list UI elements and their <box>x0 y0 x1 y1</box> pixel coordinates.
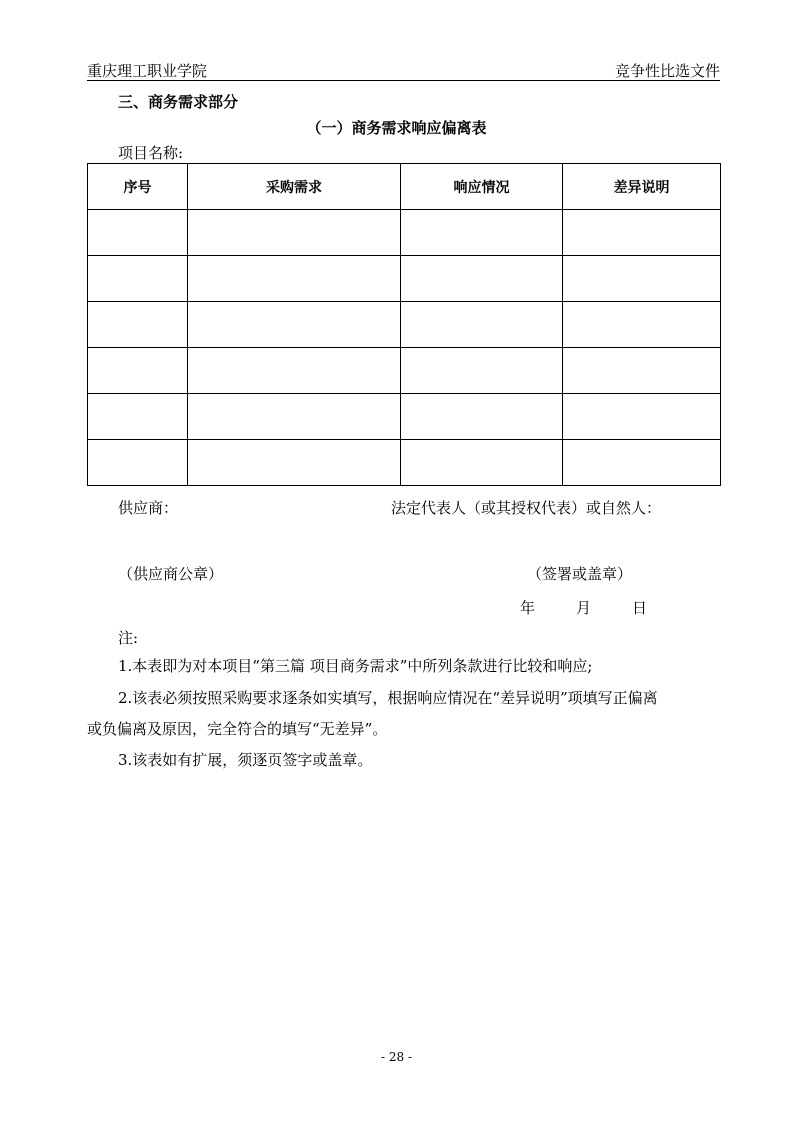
header-divider <box>87 80 720 81</box>
deviation-table <box>87 163 721 486</box>
col-header-index: 序号 <box>88 164 188 210</box>
table-cell[interactable] <box>563 394 721 440</box>
table-cell[interactable] <box>401 394 563 440</box>
table-cell[interactable] <box>188 440 401 486</box>
table-cell[interactable] <box>563 348 721 394</box>
table-cell[interactable] <box>188 302 401 348</box>
table-cell[interactable] <box>88 302 188 348</box>
table-cell[interactable] <box>563 440 721 486</box>
table-row <box>88 210 721 256</box>
table-header-row <box>88 164 721 210</box>
table-cell[interactable] <box>88 440 188 486</box>
date-month-label: 月 <box>576 599 592 617</box>
table-cell[interactable] <box>401 256 563 302</box>
table-row <box>88 302 721 348</box>
table-cell[interactable] <box>88 348 188 394</box>
table-cell[interactable] <box>88 210 188 256</box>
table-cell[interactable] <box>563 210 721 256</box>
note-item-2-line-2: 或负偏离及原因，完全符合的填写“无差异”。 <box>87 720 388 738</box>
table-cell[interactable] <box>563 256 721 302</box>
table-cell[interactable] <box>188 394 401 440</box>
date-day-label: 日 <box>632 599 648 617</box>
table-cell[interactable] <box>401 440 563 486</box>
note-item-3: 3.该表如有扩展，须逐页签字或盖章。 <box>118 751 373 769</box>
section-title: 三、商务需求部分 <box>118 93 239 111</box>
table-cell[interactable] <box>88 256 188 302</box>
table-cell[interactable] <box>188 256 401 302</box>
col-header-difference: 差异说明 <box>563 164 721 210</box>
table-cell[interactable] <box>401 210 563 256</box>
supplier-label: 供应商： <box>118 499 179 517</box>
table-row <box>88 440 721 486</box>
table-cell[interactable] <box>563 302 721 348</box>
legal-rep-label: 法定代表人（或其授权代表）或自然人： <box>391 499 662 517</box>
col-header-response: 响应情况 <box>401 164 563 210</box>
table-cell[interactable] <box>188 210 401 256</box>
page-number: - 28 - <box>380 1050 412 1064</box>
table-row <box>88 394 721 440</box>
date-year-label: 年 <box>520 599 536 617</box>
sign-or-seal-label: （签署或盖章） <box>527 565 633 583</box>
note-item-1: 1.本表即为对本项目“第三篇 项目商务需求”中所列条款进行比较和响应; <box>118 657 593 675</box>
table-cell[interactable] <box>401 348 563 394</box>
table-row <box>88 256 721 302</box>
supplier-seal-label: （供应商公章） <box>118 565 224 583</box>
table-cell[interactable] <box>88 394 188 440</box>
project-name-label: 项目名称: <box>118 144 184 162</box>
col-header-requirement: 采购需求 <box>188 164 401 210</box>
header-org-name: 重庆理工职业学院 <box>87 62 208 80</box>
table-cell[interactable] <box>188 348 401 394</box>
table-cell[interactable] <box>401 302 563 348</box>
table-title: （一）商务需求响应偏离表 <box>306 119 487 137</box>
table-row <box>88 348 721 394</box>
header-doc-type: 竞争性比选文件 <box>614 62 720 80</box>
note-item-2-line-1: 2.该表必须按照采购要求逐条如实填写，根据响应情况在“差异说明”项填写正偏离 <box>118 689 658 707</box>
notes-title: 注: <box>118 629 139 647</box>
